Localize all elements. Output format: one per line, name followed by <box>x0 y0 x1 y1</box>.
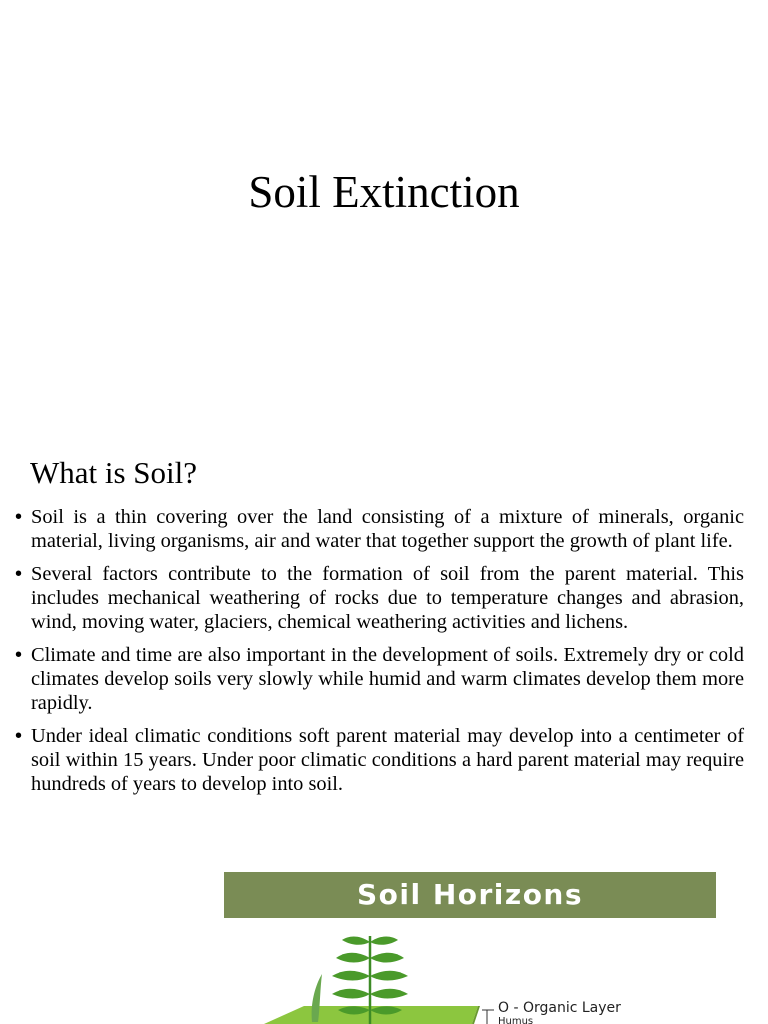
bullet-text: Soil is a thin covering over the land consisting of a mixture of minerals, organic material, living organisms, air and water that together support the growth of plant life. <box>31 506 744 552</box>
leaf-icon <box>370 971 408 981</box>
section-heading: What is Soil? <box>30 455 198 490</box>
bullet-marker: • <box>15 506 23 528</box>
bullet-text: Climate and time are also important in the development of soils. Extremely dry or cold climates develop soils very slowly while humid and warm climates develop them more rapidly. <box>31 644 744 714</box>
leaf-icon <box>370 937 398 945</box>
bullet-list <box>15 505 744 805</box>
leaf-icon <box>370 953 404 963</box>
leaf-icon <box>336 953 370 963</box>
plant-soil-illustration <box>224 918 716 1024</box>
bullet-item <box>15 505 744 553</box>
leaf-icon <box>342 937 370 945</box>
leaf-icon <box>332 989 370 999</box>
bullet-item <box>15 562 744 634</box>
bullet-marker: • <box>15 644 23 666</box>
leaf-icon <box>370 989 408 999</box>
slide-title: Soil Extinction <box>248 167 520 217</box>
bullet-item <box>15 643 744 715</box>
bullet-item <box>15 724 744 796</box>
bullet-marker: • <box>15 563 23 585</box>
label-bracket <box>482 1010 494 1024</box>
organic-layer-label: O - Organic Layer <box>498 1000 621 1016</box>
humus-label: Humus <box>498 1016 534 1024</box>
bullet-text: Under ideal climatic conditions soft parent material may develop into a centimeter of soil within 15 years. Under poor climatic conditions a hard parent material may require hundreds of years to develop into soil. <box>31 725 744 795</box>
soil-horizons-figure <box>224 872 716 1024</box>
bullet-marker: • <box>15 725 23 747</box>
bullet-text: Several factors contribute to the formation of soil from the parent material. This includes mechanical weathering of rocks due to temperature changes and abrasion, wind, moving water, glaciers, chemical weathering activities and lichens. <box>31 563 744 633</box>
leaf-icon <box>332 971 370 981</box>
figure-banner: Soil Horizons <box>224 872 716 918</box>
